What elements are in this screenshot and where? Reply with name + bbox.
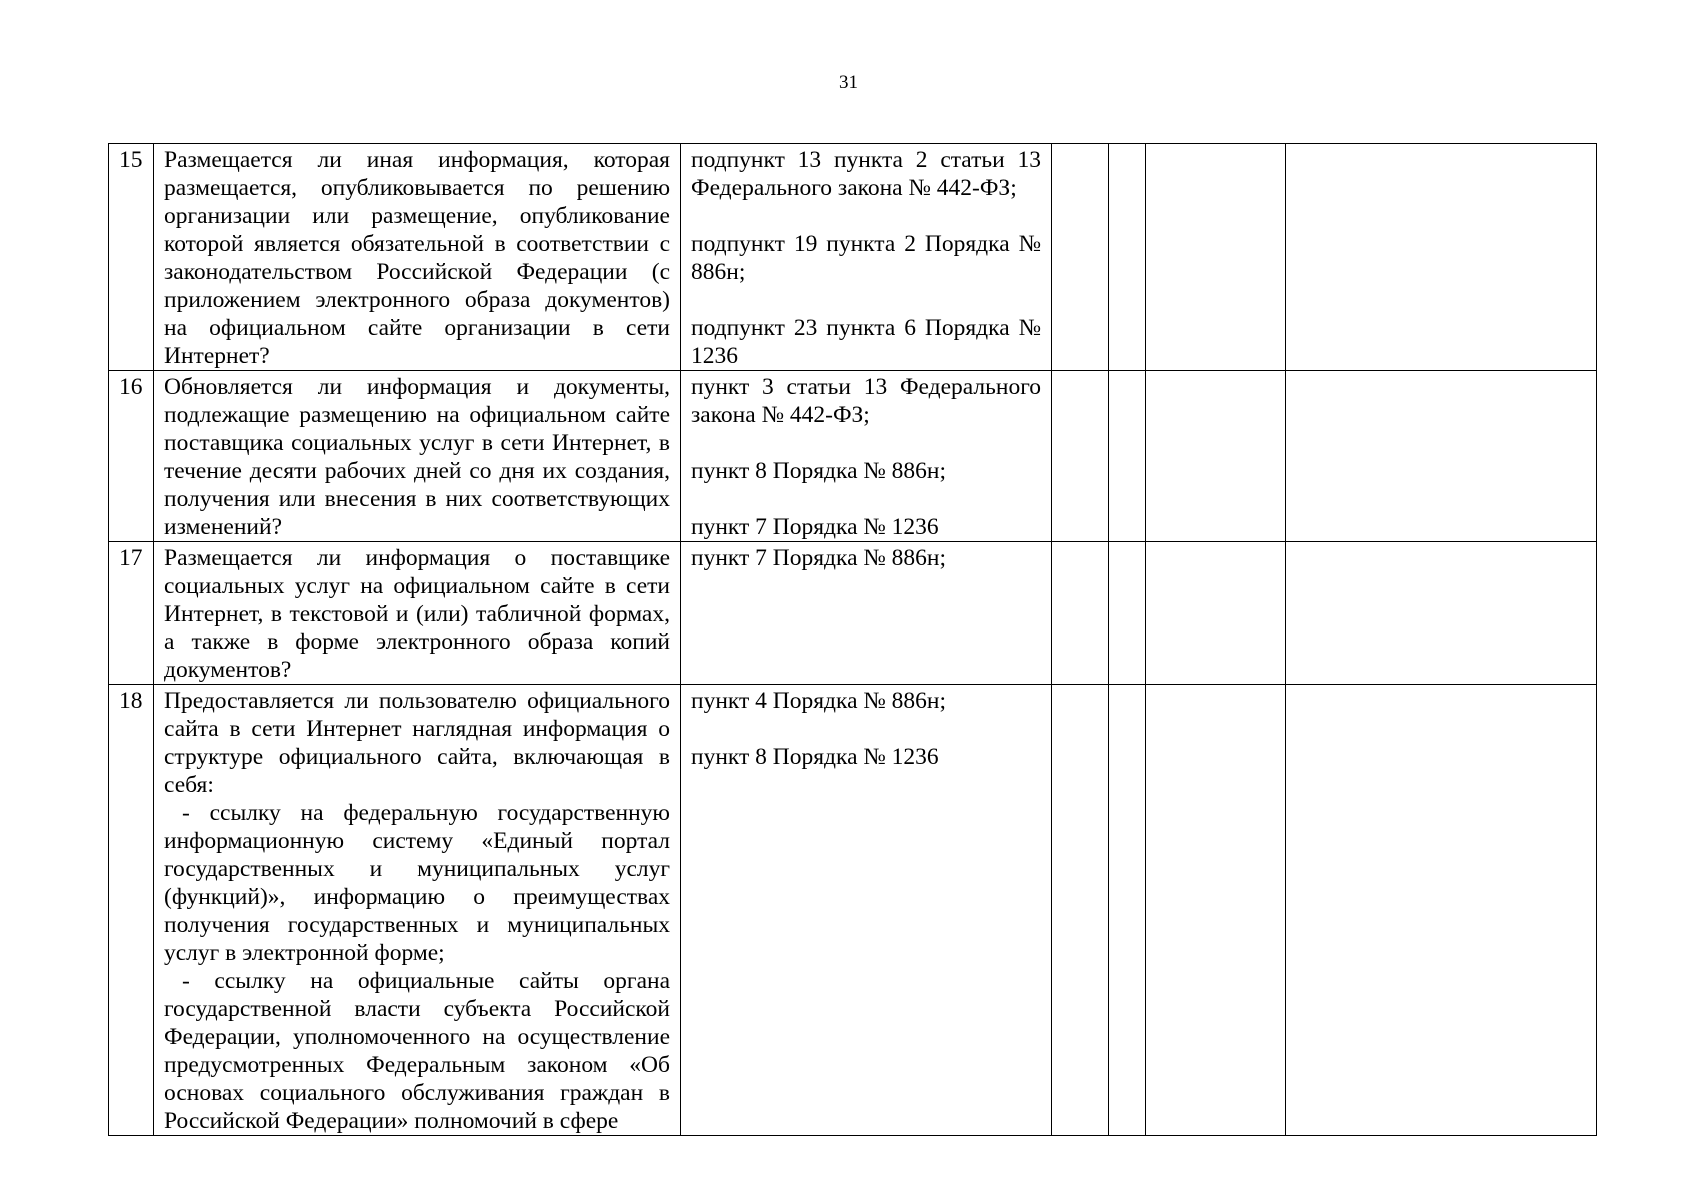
table-row xyxy=(109,685,1597,1136)
empty-cell xyxy=(1052,685,1109,1136)
empty-cell xyxy=(1146,542,1286,685)
empty-cell xyxy=(1109,542,1146,685)
legal-reference: пункт 7 Порядка № 886н; xyxy=(691,545,947,571)
question-text: Размещается ли иная информация, которая размещается, опубликовывается по решению организации или размещение, опубликование которой является обязательной в соответствии с законодательством Российской Федерации (с приложением электронного образа документов) на официальном сайте организации в сети Интернет? xyxy=(164,147,670,369)
empty-cell xyxy=(1146,371,1286,542)
checklist-table xyxy=(108,143,1597,1136)
question-cell xyxy=(154,371,681,542)
row-number: 16 xyxy=(109,371,154,542)
legal-reference: пункт 3 статьи 13 Федерального закона № 442-ФЗ; xyxy=(691,374,1041,428)
row-number: 17 xyxy=(109,542,154,685)
legal-reference-cell xyxy=(681,144,1052,371)
empty-cell xyxy=(1052,371,1109,542)
legal-reference-cell xyxy=(681,542,1052,685)
table-row xyxy=(109,542,1597,685)
question-text: Обновляется ли информация и документы, подлежащие размещению на официальном сайте поставщика социальных услуг в сети Интернет, в течение десяти рабочих дней со дня их создания, получения или внесения в них соответствующих изменений? xyxy=(164,374,670,540)
question-list-item: - ссылку на федеральную государственную информационную систему «Единый портал государственных и муниципальных услуг (функций)», информацию о преимуществах получения государственных и муниципальных услуг в электронной форме; xyxy=(164,800,670,966)
question-text: Предоставляется ли пользователю официального сайта в сети Интернет наглядная информация о структуре официального сайта, включающая в себя: xyxy=(164,688,670,798)
empty-cell xyxy=(1286,371,1597,542)
question-cell xyxy=(154,685,681,1136)
empty-cell xyxy=(1109,144,1146,371)
page-number: 31 xyxy=(839,72,858,93)
legal-reference: подпункт 23 пункта 6 Порядка № 1236 xyxy=(691,315,1041,369)
row-number: 18 xyxy=(109,685,154,1136)
empty-cell xyxy=(1286,542,1597,685)
legal-reference: пункт 8 Порядка № 886н; xyxy=(691,458,947,484)
legal-reference-cell xyxy=(681,371,1052,542)
question-list-item: - ссылку на официальные сайты органа государственной власти субъекта Российской Федерации, уполномоченного на осуществление предусмотренных Федеральным законом «Об основах социального обслуживания граждан в Российской Федерации» полномочий в сфере xyxy=(164,968,670,1134)
empty-cell xyxy=(1052,542,1109,685)
question-cell xyxy=(154,144,681,371)
question-cell xyxy=(154,542,681,685)
legal-reference: подпункт 19 пункта 2 Порядка № 886н; xyxy=(691,231,1041,285)
empty-cell xyxy=(1109,685,1146,1136)
legal-reference: пункт 8 Порядка № 1236 xyxy=(691,744,939,770)
question-text: Размещается ли информация о поставщике социальных услуг на официальном сайте в сети Интернет, в текстовой и (или) табличной формах, а также в форме электронного образа копий документов? xyxy=(164,545,670,683)
legal-reference: подпункт 13 пункта 2 статьи 13 Федерального закона № 442-ФЗ; xyxy=(691,147,1041,201)
empty-cell xyxy=(1286,144,1597,371)
table-row xyxy=(109,371,1597,542)
empty-cell xyxy=(1286,685,1597,1136)
legal-reference-cell xyxy=(681,685,1052,1136)
legal-reference: пункт 4 Порядка № 886н; xyxy=(691,688,947,714)
empty-cell xyxy=(1146,685,1286,1136)
row-number: 15 xyxy=(109,144,154,371)
legal-reference: пункт 7 Порядка № 1236 xyxy=(691,514,939,540)
empty-cell xyxy=(1052,144,1109,371)
table-row xyxy=(109,144,1597,371)
empty-cell xyxy=(1109,371,1146,542)
empty-cell xyxy=(1146,144,1286,371)
